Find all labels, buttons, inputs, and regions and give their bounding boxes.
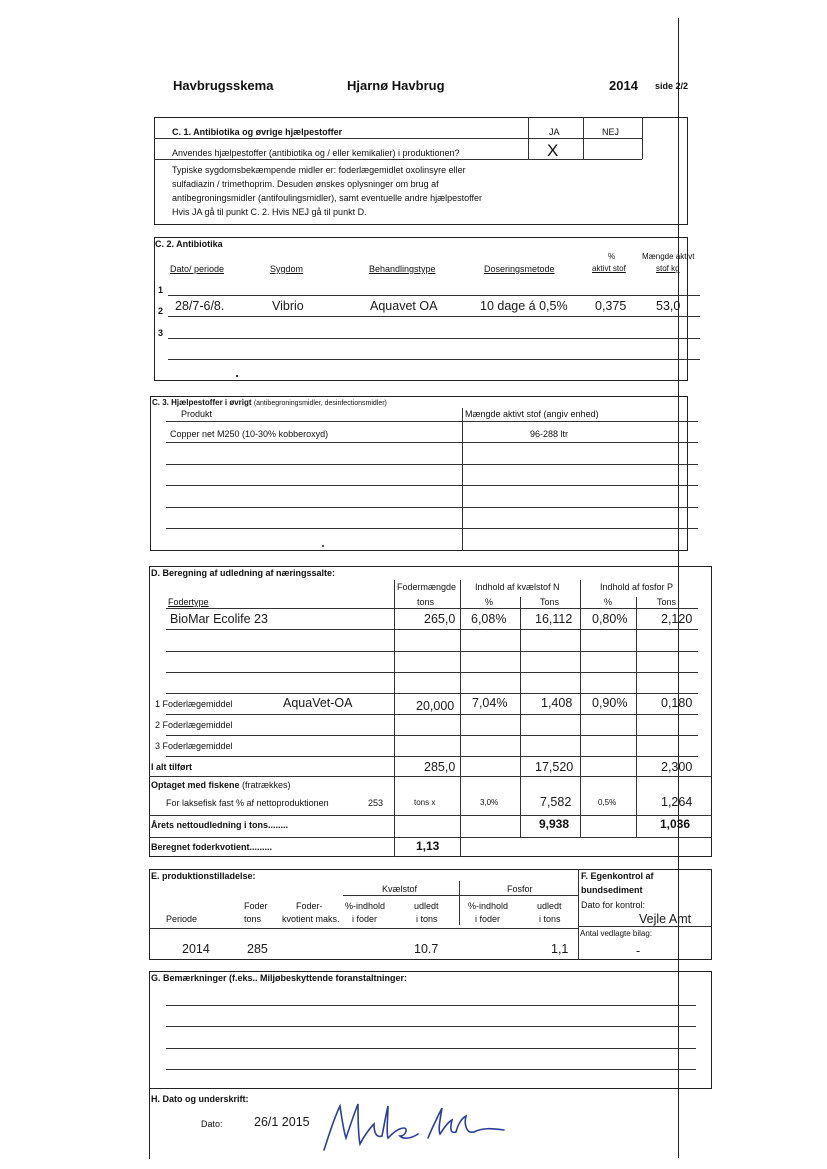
d-med-tons: 20,000 (416, 699, 455, 713)
c2-col-pct-top: % (608, 252, 616, 261)
d-col-p-tons: Tons (657, 597, 677, 607)
e-col-p-pct-top: %-indhold (468, 901, 509, 911)
d-total-tons: 285,0 (424, 760, 456, 774)
c1-col-ja: JA (549, 127, 560, 137)
c3-title: C. 3. Hjælpestoffer i øvrigt (antibegroningsmidler, desinfectionsmidler) (152, 398, 387, 407)
c1-note-line: sulfadiazin / trimethoprim. Desuden ønskes oplysninger om brug af (172, 179, 439, 189)
f-dato-value: Vejle Amt (639, 912, 692, 926)
d-med-label: 1 Foderlægemiddel (155, 699, 233, 709)
e-periode-value: 2014 (182, 942, 210, 956)
form-title: Havbrugsskema (173, 78, 274, 93)
d-col-fodermaengde-top: Fodermængde (397, 582, 457, 592)
h-dato-value: 26/1 2015 (254, 1115, 310, 1129)
d-netto-n: 9,938 (539, 817, 570, 831)
d-med-name: AquaVet-OA (283, 696, 353, 710)
e-col-fosfor: Fosfor (507, 884, 533, 894)
c1-mark-ja: X (547, 141, 559, 160)
signature (318, 1098, 508, 1156)
d-total-n: 17,520 (535, 760, 574, 774)
c2-col-pct-bottom: aktivt stof (592, 264, 626, 273)
d-laks-n-pct: 3,0% (480, 798, 499, 807)
c2-col-maengde-top: Mængde aktivt (642, 252, 695, 261)
d-col-n-pct: % (485, 597, 494, 607)
c1-question: Anvendes hjælpestoffer (antibiotika og / eller kemikalier) i produktionen? (172, 148, 460, 158)
d-laks-value: 253 (368, 798, 384, 808)
d-col-p-pct: % (604, 597, 613, 607)
e-foder-value: 285 (247, 942, 268, 956)
e-col-kvot-top: Foder- (296, 901, 323, 911)
d-netto-p: 1,036 (660, 817, 691, 831)
e-col-foder-top: Foder (244, 901, 268, 911)
d-total-p: 2,300 (661, 760, 693, 774)
d-kvotient-value: 1,13 (416, 839, 440, 853)
d-kvotient-label: Beregnet foderkvotient......... (151, 842, 273, 852)
e-col-p-pct-bottom: i foder (475, 914, 501, 924)
d-med-label: 3 Foderlægemiddel (155, 741, 233, 751)
d-title: D. Beregning af udledning af næringssalte: (151, 568, 336, 578)
c3-maengde-value: 96-288 ltr (530, 429, 569, 439)
f-title-2: bundsediment (581, 885, 643, 895)
d-med-p-pct: 0,90% (592, 696, 628, 710)
d-feed-n-pct: 6,08% (471, 612, 507, 626)
d-laks-label: For laksefisk fast % af nettoproduktionen (166, 798, 329, 808)
page-label: side 2/2 (655, 81, 689, 91)
e-col-n-udl-bottom: i tons (416, 914, 438, 924)
f-bilag-value: - (636, 944, 641, 958)
e-n-udledt-value: 10.7 (414, 942, 439, 956)
c1-col-nej: NEJ (602, 127, 620, 137)
c3-col-maengde: Mængde aktivt stof (angiv enhed) (465, 409, 599, 419)
c2-col-behandling: Behandlingstype (369, 264, 436, 274)
e-col-n-udl-top: udledt (414, 901, 439, 911)
c1-note-line: Hvis JA gå til punkt C. 2. Hvis NEJ gå til punkt D. (172, 207, 367, 217)
d-laks-unit: tons x (414, 798, 436, 807)
stray-mark (236, 375, 238, 377)
e-col-p-udl-top: udledt (537, 901, 562, 911)
c2-col-dato: Dato/ periode (170, 264, 225, 274)
c2-row-num: 2 (158, 306, 164, 316)
d-feed-p-pct: 0,80% (592, 612, 628, 626)
d-laks-p: 1,264 (661, 795, 693, 809)
section-g (149, 971, 712, 1089)
e-title: E. produktionstilladelse: (151, 871, 256, 881)
c2-row-num: 3 (158, 328, 164, 338)
c2-row-num: 1 (158, 285, 164, 295)
c2-col-dosering: Doseringsmetode (484, 264, 555, 274)
c2-pct-value: 0,375 (595, 299, 627, 313)
f-bilag-label: Antal vedlagte bilag: (580, 929, 653, 938)
c3-produkt-value: Copper net M250 (10-30% kobberoxyd) (170, 429, 329, 439)
f-title-1: F. Egenkontrol af (581, 871, 654, 881)
e-p-udledt-value: 1,1 (551, 942, 569, 956)
e-col-foder-bottom: tons (244, 914, 262, 924)
c3-col-produkt: Produkt (181, 409, 213, 419)
d-feed-name: BioMar Ecolife 23 (170, 612, 268, 626)
e-col-kvot-bottom: kvotient maks. (282, 914, 340, 924)
g-title: G. Bemærkninger (f.eks.. Miljøbeskyttende foranstaltninger: (151, 973, 408, 983)
d-total-label: I alt tilført (151, 762, 192, 772)
d-feed-p-tons: 2,120 (661, 612, 693, 626)
c2-sygdom-value: Vibrio (272, 299, 304, 313)
e-col-kvaelstof: Kvælstof (382, 884, 418, 894)
d-netto-label: Årets nettoudledning i tons........ (151, 820, 288, 830)
year: 2014 (609, 78, 638, 93)
d-feed-n-tons: 16,112 (535, 612, 573, 626)
d-col-p-top: Indhold af fosfor P (600, 582, 674, 592)
e-col-n-pct-bottom: i foder (352, 914, 378, 924)
e-col-n-pct-top: %-indhold (345, 901, 386, 911)
c2-dato-value: 28/7-6/8. (175, 299, 225, 313)
d-med-n-tons: 1,408 (541, 696, 573, 710)
c2-title: C. 2. Antibiotika (155, 239, 223, 249)
stray-mark (322, 545, 324, 547)
d-laks-p-pct: 0,5% (598, 798, 617, 807)
h-dato-label: Dato: (201, 1119, 223, 1129)
d-med-p-tons: 0,180 (661, 696, 693, 710)
farm-name: Hjarnø Havbrug (347, 78, 445, 93)
c1-note-line: Typiske sygdomsbekæmpende midler er: foderlægemidlet oxolinsyre eller (172, 165, 466, 175)
d-col-fodertype: Fodertype (168, 597, 209, 607)
c2-maengde-value: 53,0 (656, 299, 681, 313)
d-med-label: 2 Foderlægemiddel (155, 720, 233, 730)
c1-title: C. 1. Antibiotika og øvrige hjælpestoffer (172, 127, 343, 137)
c1-note-line: antibegroningsmidler (antifoulingsmidler), samt eventuelle andre hjælpestoffer (172, 193, 482, 203)
c2-dosering-value: 10 dage á 0,5% (480, 299, 568, 313)
f-dato-label: Dato for kontrol: (581, 900, 646, 910)
d-col-n-tons: Tons (540, 597, 560, 607)
h-title: H. Dato og underskrift: (151, 1094, 249, 1104)
d-col-fodermaengde-bottom: tons (417, 597, 435, 607)
c2-col-sygdom: Sygdom (270, 264, 304, 274)
d-col-n-top: Indhold af kvælstof N (475, 582, 560, 592)
d-laks-n: 7,582 (540, 795, 572, 809)
c2-behandling-value: Aquavet OA (370, 299, 438, 313)
d-med-n-pct: 7,04% (472, 696, 508, 710)
d-feed-tons: 265,0 (424, 612, 456, 626)
e-col-p-udl-bottom: i tons (539, 914, 561, 924)
d-optaget-label: Optaget med fiskene (fratrækkes) (151, 780, 291, 790)
e-col-periode: Periode (166, 914, 198, 924)
c2-col-maengde-bottom: stof kg (656, 264, 680, 273)
